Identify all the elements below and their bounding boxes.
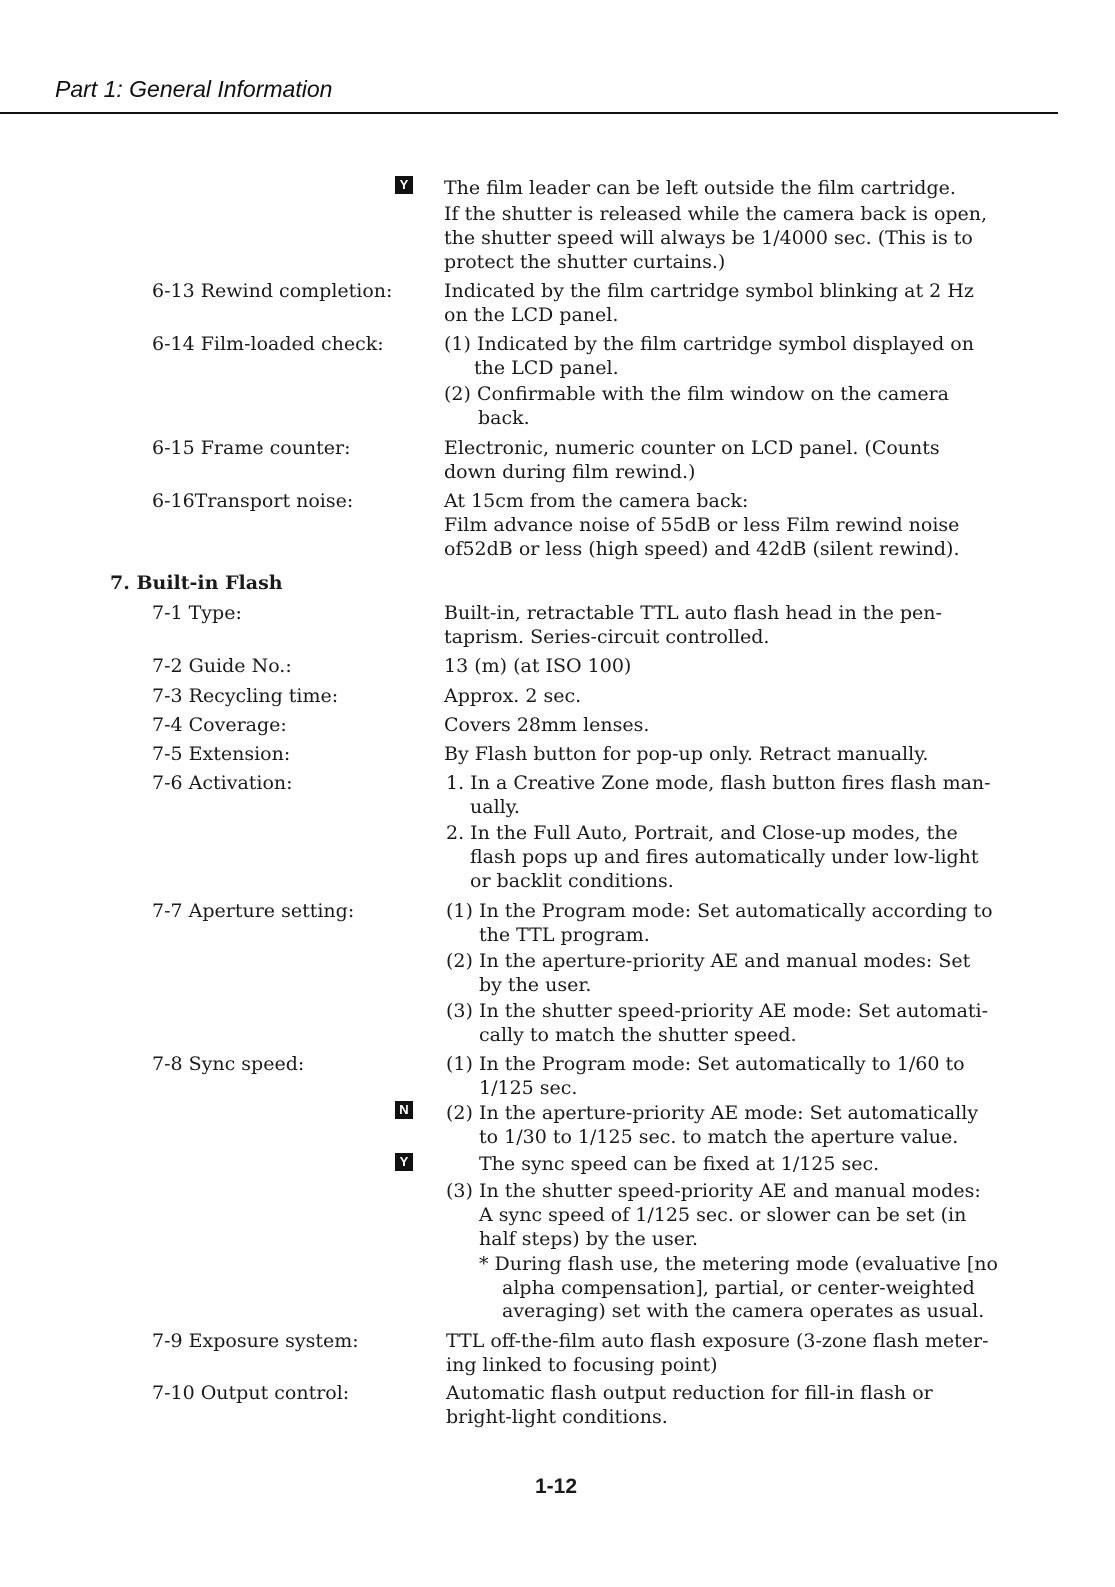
spec-value-line: A sync speed of 1/125 sec. or slower can be set (in — [479, 1204, 967, 1226]
spec-value-line: 13 (m) (at ISO 100) — [444, 655, 632, 677]
note-line: If the shutter is released while the camera back is open, — [444, 203, 988, 225]
spec-label-7-9: 7-9 Exposure system: — [152, 1330, 359, 1352]
spec-label-7-8: 7-8 Sync speed: — [152, 1053, 305, 1075]
note-line: The film leader can be left outside the film cartridge. — [444, 177, 956, 199]
spec-value-line: on the LCD panel. — [444, 304, 619, 326]
spec-label-7-5: 7-5 Extension: — [152, 743, 291, 765]
spec-value-line: (2) In the aperture-priority AE mode: Set automatically — [446, 1102, 979, 1124]
spec-label-7-6: 7-6 Activation: — [152, 772, 293, 794]
spec-value-line: down during film rewind.) — [444, 461, 696, 483]
spec-value-line: (1) Indicated by the film cartridge symbol displayed on — [444, 333, 974, 355]
spec-value-line: (1) In the Program mode: Set automatically to 1/60 to — [446, 1053, 965, 1075]
spec-value-line: TTL off-the-film auto flash exposure (3-zone flash meter- — [446, 1330, 989, 1352]
spec-value-line: averaging) set with the camera operates as usual. — [502, 1300, 985, 1322]
spec-value-line: At 15cm from the camera back: — [444, 490, 749, 512]
spec-value-line: of52dB or less (high speed) and 42dB (silent rewind). — [444, 538, 960, 560]
spec-value-line: (3) In the shutter speed-priority AE and manual modes: — [446, 1180, 981, 1202]
note-line: the shutter speed will always be 1/4000 sec. (This is to — [444, 227, 973, 249]
spec-label-6-14: 6-14 Film-loaded check: — [152, 333, 384, 355]
spec-value-line: flash pops up and fires automatically under low-light — [470, 846, 979, 868]
spec-value-line: Approx. 2 sec. — [444, 685, 582, 707]
spec-value-line: ually. — [470, 796, 520, 818]
spec-value-line: Electronic, numeric counter on LCD panel. (Counts — [444, 437, 940, 459]
spec-value-line: The sync speed can be fixed at 1/125 sec. — [479, 1153, 880, 1175]
spec-value-line: Indicated by the film cartridge symbol blinking at 2 Hz — [444, 280, 974, 302]
spec-value-line: (2) In the aperture-priority AE and manual modes: Set — [446, 950, 971, 972]
spec-value-line: Built-in, retractable TTL auto flash head in the pen- — [444, 602, 942, 624]
spec-value-line: (2) Confirmable with the film window on the camera — [444, 383, 949, 405]
spec-value-line: Film advance noise of 55dB or less Film rewind noise — [444, 514, 960, 536]
spec-value-line: 2. In the Full Auto, Portrait, and Close-up modes, the — [446, 822, 958, 844]
spec-label-7-1: 7-1 Type: — [152, 602, 242, 624]
spec-value-line: back. — [478, 407, 530, 429]
spec-label-7-7: 7-7 Aperture setting: — [152, 900, 355, 922]
marker-y-badge: Y — [395, 1153, 413, 1171]
spec-label-7-10: 7-10 Output control: — [152, 1382, 350, 1404]
spec-value-line: half steps) by the user. — [479, 1228, 699, 1250]
spec-value-line: (3) In the shutter speed-priority AE mode: Set automati- — [446, 1000, 989, 1022]
spec-label-6-16: 6-16Transport noise: — [152, 490, 354, 512]
spec-value-line: (1) In the Program mode: Set automatically according to — [446, 900, 993, 922]
spec-label-7-2: 7-2 Guide No.: — [152, 655, 292, 677]
note-line: protect the shutter curtains.) — [444, 251, 726, 273]
spec-label-6-13: 6-13 Rewind completion: — [152, 280, 393, 302]
spec-label-7-4: 7-4 Coverage: — [152, 714, 287, 736]
spec-value-line: by the user. — [479, 974, 592, 996]
spec-value-line: to 1/30 to 1/125 sec. to match the aperture value. — [479, 1126, 959, 1148]
spec-value-line: 1. In a Creative Zone mode, flash button fires flash man- — [446, 772, 991, 794]
section-heading: 7. Built-in Flash — [110, 572, 283, 594]
spec-value-line: Automatic flash output reduction for fill-in flash or — [446, 1382, 933, 1404]
header-rule — [0, 112, 1058, 114]
spec-value-line: bright-light conditions. — [446, 1406, 668, 1428]
marker-n-badge: N — [395, 1101, 413, 1119]
spec-value-line: the LCD panel. — [474, 357, 619, 379]
spec-value-line: By Flash button for pop-up only. Retract manually. — [444, 743, 929, 765]
spec-value-line: ing linked to focusing point) — [446, 1354, 718, 1376]
spec-value-line: * During flash use, the metering mode (evaluative [no — [479, 1253, 998, 1275]
spec-value-line: or backlit conditions. — [470, 870, 674, 892]
spec-value-line: alpha compensation], partial, or center-weighted — [502, 1277, 975, 1299]
spec-value-line: the TTL program. — [479, 924, 650, 946]
page-number: 1-12 — [535, 1475, 578, 1498]
spec-label-6-15: 6-15 Frame counter: — [152, 437, 351, 459]
marker-y-badge: Y — [395, 176, 413, 194]
page-header-title: Part 1: General Information — [55, 76, 333, 102]
spec-value-line: taprism. Series-circuit controlled. — [444, 626, 770, 648]
spec-value-line: 1/125 sec. — [479, 1077, 578, 1099]
spec-label-7-3: 7-3 Recycling time: — [152, 685, 339, 707]
spec-value-line: cally to match the shutter speed. — [479, 1024, 797, 1046]
spec-value-line: Covers 28mm lenses. — [444, 714, 650, 736]
